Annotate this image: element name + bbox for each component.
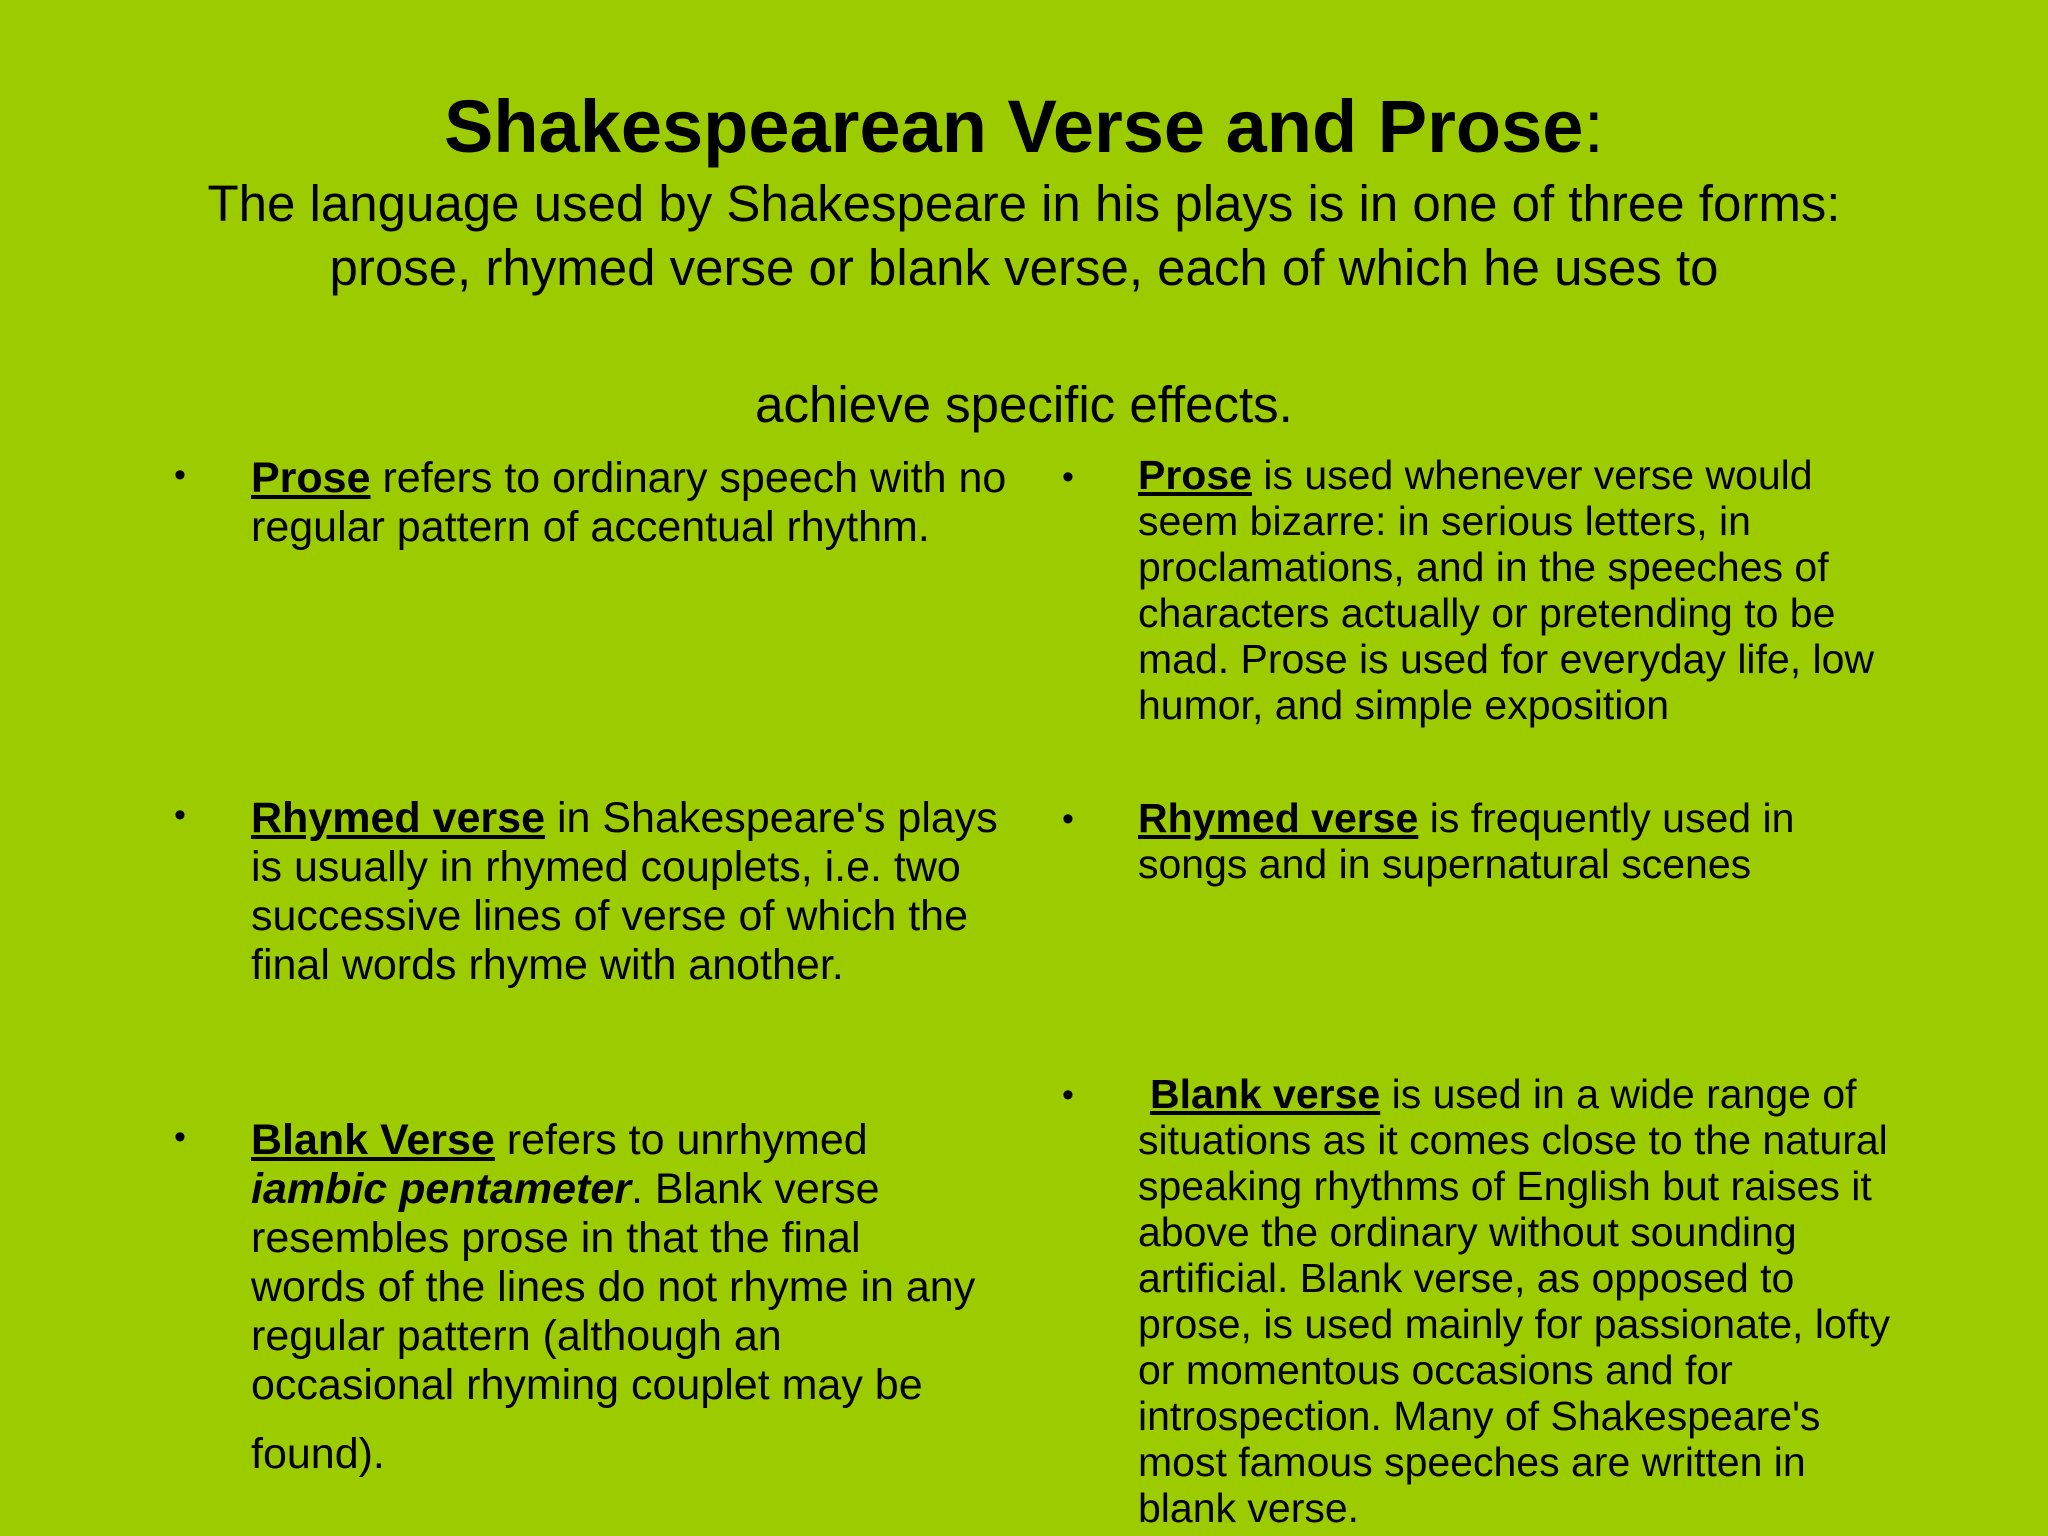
left-blank-text-end: found). <box>251 1430 385 1478</box>
right-prose-text: is used whenever verse would seem bizarre: in serious letters, in proclamations, and in the speeches of characters actually or pretending to be mad. Prose is used for everyday life, low humor, and simple exposition <box>1138 452 1875 728</box>
term-rhymed-verse-usage: Rhymed verse <box>1138 795 1419 841</box>
term-blank-verse: Blank Verse <box>251 1116 495 1164</box>
right-rhymed-item <box>1138 795 1838 887</box>
bullet-right-blank: • <box>1062 1076 1074 1114</box>
left-rhymed-text: in Shakespeare's plays is usually in rhymed couplets, i.e. two successive lines of verse of which the final words rhyme with another. <box>251 794 998 989</box>
right-prose-item <box>1138 452 1898 728</box>
left-prose-text: refers to ordinary speech with no regular pattern of accentual rhythm. <box>251 454 1007 551</box>
left-prose-item <box>251 454 1011 552</box>
bullet-right-prose: • <box>1062 458 1074 496</box>
left-blank-item <box>251 1116 981 1479</box>
term-prose-usage: Prose <box>1138 452 1252 498</box>
right-blank-item <box>1138 1071 1898 1531</box>
title-colon: : <box>1583 85 1604 168</box>
slide-title <box>0 82 2048 172</box>
slide-subtitle-end: achieve specific effects. <box>755 376 1293 433</box>
iambic-pentameter-emphasis: iambic pentameter <box>251 1165 631 1213</box>
slide-subtitle: The language used by Shakespeare in his plays is in one of three forms: prose, rhymed verse or blank verse, each of which he uses to <box>207 175 1841 296</box>
left-blank-text-after: . Blank verse resembles prose in that the final words of the lines do not rhyme in any regular pattern (although an occasional rhyming couplet may be <box>251 1165 976 1409</box>
right-blank-text: is used in a wide range of situations as it comes close to the natural speaking rhythms of English but raises it above the ordinary without sounding artificial. Blank verse, as opposed to prose, is used mainly for passionate, lofty or momentous occasions and for introspection. Many of Shakespeare's most famous speeches are written in blank verse. <box>1138 1071 1891 1531</box>
left-blank-text-before: refers to unrhymed <box>494 1116 868 1164</box>
term-blank-verse-usage: Blank verse <box>1150 1071 1381 1117</box>
term-rhymed-verse: Rhymed verse <box>251 794 545 842</box>
right-rhymed-text: is frequently used in songs and in supernatural scenes <box>1138 795 1795 887</box>
bullet-left-rhymed: • <box>174 796 186 834</box>
bullet-left-prose: • <box>174 456 186 494</box>
bullet-left-blank: • <box>174 1118 186 1156</box>
title-text: Shakespearean Verse and Prose <box>443 85 1584 168</box>
term-prose: Prose <box>251 454 371 502</box>
title-block <box>0 82 2048 300</box>
left-rhymed-item <box>251 794 1011 990</box>
bullet-right-rhymed: • <box>1062 800 1074 838</box>
